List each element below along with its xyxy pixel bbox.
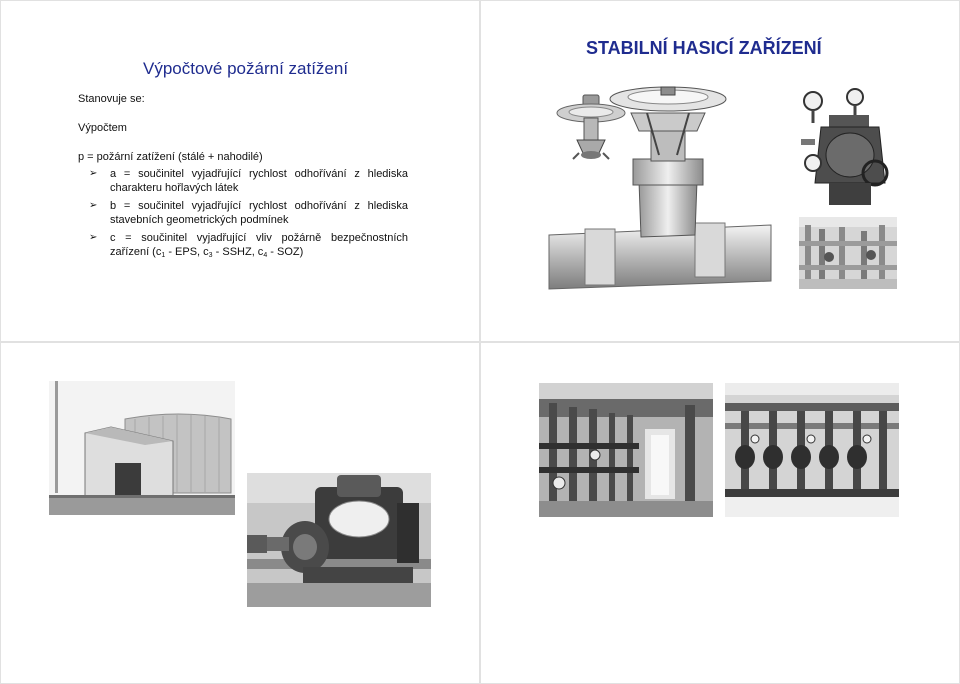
formula-block	[78, 150, 408, 265]
valve-room-corridor-photo	[539, 383, 713, 517]
slide-stabilni-hasici-zarizeni	[480, 0, 960, 342]
sprinkler-station-room-photo	[799, 217, 897, 289]
bullet-item-c	[78, 231, 408, 261]
arrow-bullet-icon: ➢	[89, 168, 98, 180]
subscript: 4	[263, 252, 268, 260]
bullet-item-b	[78, 199, 408, 227]
arrow-bullet-icon: ➢	[89, 200, 98, 212]
bullet-text-mid: - SSHZ, c	[212, 246, 264, 259]
bullet-text-end: - SOZ)	[267, 246, 304, 259]
bullet-text: b = součinitel vyjadřující rychlost odhořívání z hlediska stavebních geometrických podmínek	[110, 200, 408, 227]
formula-line: p = požární zatížení (stálé + nahodilé)	[78, 151, 263, 163]
slide-photos-valve-rooms	[480, 342, 960, 684]
bullet-item-a	[78, 167, 408, 195]
slide-fire-load	[0, 0, 480, 342]
bullet-text: a = součinitel vyjadřující rychlost odhořívání z hlediska charakteru hořlavých látek	[110, 168, 408, 195]
water-tank-building-photo	[49, 381, 235, 515]
slide-photos-tank-pump	[0, 342, 480, 684]
sprinkler-pipe-fitting-photo	[547, 85, 773, 291]
bullet-text-mid: - EPS, c	[165, 246, 209, 259]
arrow-bullet-icon: ➢	[89, 232, 98, 244]
slide-title: STABILNÍ HASICÍ ZAŘÍZENÍ	[586, 38, 822, 58]
pump-unit-photo	[247, 473, 431, 607]
sprinkler-valves-room-photo	[725, 383, 899, 517]
method-label: Výpočtem	[78, 122, 127, 134]
alarm-valve-photo	[799, 87, 897, 209]
slide-title: Výpočtové požární zatížení	[143, 59, 349, 78]
bullet-text-start: c = součinitel vyjadřující vliv požárně bezpečnostních zařízení (c	[110, 232, 408, 259]
subscript: 1	[161, 252, 166, 260]
subscript: 3	[208, 252, 213, 260]
determined-by-label: Stanovuje se:	[78, 93, 145, 105]
